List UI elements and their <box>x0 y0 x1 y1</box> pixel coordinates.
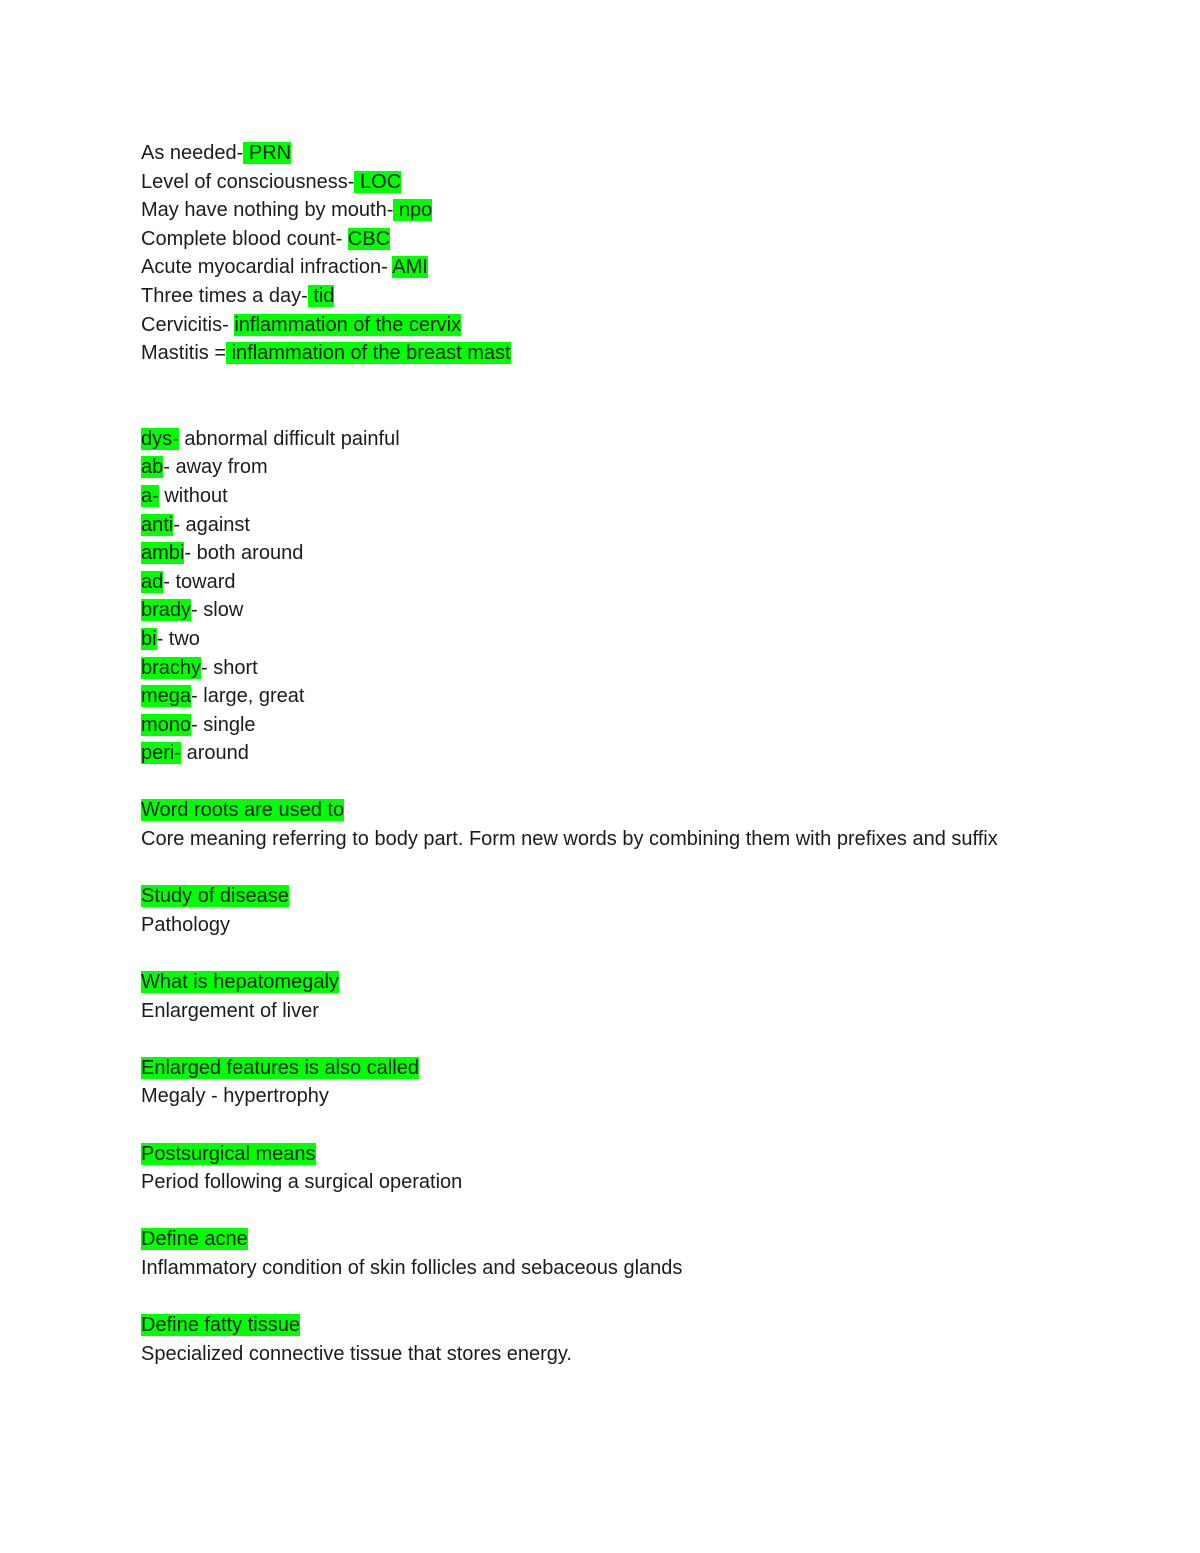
highlighted-answer: inflammation of the breast mast <box>226 342 511 365</box>
highlighted-answer: CBC <box>347 227 391 250</box>
spacer <box>141 1197 1041 1226</box>
highlighted-answer: npo <box>393 199 433 222</box>
abbreviation-item: Acute myocardial infraction- AMI <box>141 256 428 279</box>
prefix-item: brady- slow <box>141 599 244 622</box>
abbreviation-list <box>141 139 1041 368</box>
answer-text: Enlargement of liver <box>141 999 319 1022</box>
highlighted-prefix: ab <box>141 456 164 479</box>
question-heading: Word roots are used to <box>141 799 345 822</box>
spacer <box>141 1111 1041 1140</box>
highlighted-prefix: dys- <box>141 427 179 450</box>
prefix-item: anti- against <box>141 513 250 536</box>
highlighted-answer: tid <box>307 284 335 307</box>
highlighted-prefix: bi <box>141 627 157 650</box>
prefix-item: bi- two <box>141 627 200 650</box>
highlighted-prefix: anti <box>141 513 174 536</box>
highlighted-prefix: mega <box>141 685 192 708</box>
answer-text: Period following a surgical operation <box>141 1171 463 1194</box>
qa-item <box>141 1140 1041 1197</box>
spacer <box>141 768 1041 797</box>
highlighted-prefix: ad <box>141 570 164 593</box>
highlighted-answer: LOC <box>354 170 402 193</box>
abbreviation-item: Three times a day- tid <box>141 284 335 307</box>
spacer <box>141 1025 1041 1054</box>
qa-item <box>141 1311 1041 1368</box>
prefix-item: a- without <box>141 484 228 507</box>
document-page <box>141 139 1041 1368</box>
highlighted-answer: PRN <box>243 142 292 164</box>
qa-item <box>141 1054 1041 1111</box>
spacer <box>141 368 1041 425</box>
prefix-item: ad- toward <box>141 570 236 593</box>
prefix-item: dys- abnormal difficult painful <box>141 427 400 450</box>
spacer <box>141 1283 1041 1312</box>
question-heading: Define acne <box>141 1228 248 1251</box>
answer-text: Core meaning referring to body part. Form new words by combining them with prefixes and suffix <box>141 828 998 851</box>
highlighted-prefix: ambi <box>141 542 185 565</box>
answer-text: Inflammatory condition of skin follicles and sebaceous glands <box>141 1256 683 1279</box>
spacer <box>141 854 1041 883</box>
abbreviation-item: May have nothing by mouth- npo <box>141 199 433 222</box>
highlighted-answer: AMI <box>392 256 428 279</box>
prefix-item: ab- away from <box>141 456 268 479</box>
answer-text: Specialized connective tissue that stores energy. <box>141 1342 572 1365</box>
highlighted-prefix: a- <box>141 484 159 507</box>
prefix-item: ambi- both around <box>141 542 304 565</box>
question-heading: Define fatty tissue <box>141 1314 300 1337</box>
highlighted-prefix: brachy <box>141 656 202 679</box>
prefix-item: mono- single <box>141 713 256 736</box>
question-heading: Enlarged features is also called <box>141 1056 419 1079</box>
qa-item <box>141 1225 1041 1282</box>
highlighted-prefix: mono <box>141 713 192 736</box>
highlighted-prefix: brady <box>141 599 192 622</box>
qa-item <box>141 796 1041 853</box>
answer-text: Pathology <box>141 913 230 936</box>
abbreviation-item: Complete blood count- CBC <box>141 227 391 250</box>
abbreviation-item: Cervicitis- inflammation of the cervix <box>141 313 462 336</box>
answer-text: Megaly - hypertrophy <box>141 1085 329 1108</box>
question-heading: Postsurgical means <box>141 1142 316 1165</box>
highlighted-answer: inflammation of the cervix <box>234 313 462 336</box>
question-heading: Study of disease <box>141 885 289 908</box>
prefix-item: mega- large, great <box>141 685 305 708</box>
abbreviation-item: Mastitis = inflammation of the breast mast <box>141 342 511 365</box>
abbreviation-item: Level of consciousness- LOC <box>141 170 402 193</box>
prefix-item: brachy- short <box>141 656 258 679</box>
prefix-list <box>141 425 1041 768</box>
prefix-item: peri- around <box>141 742 249 765</box>
spacer <box>141 939 1041 968</box>
abbreviation-item: As needed- PRN <box>141 142 292 164</box>
qa-item <box>141 882 1041 939</box>
highlighted-prefix: peri- <box>141 742 182 765</box>
question-heading: What is hepatomegaly <box>141 971 339 994</box>
qa-item <box>141 968 1041 1025</box>
